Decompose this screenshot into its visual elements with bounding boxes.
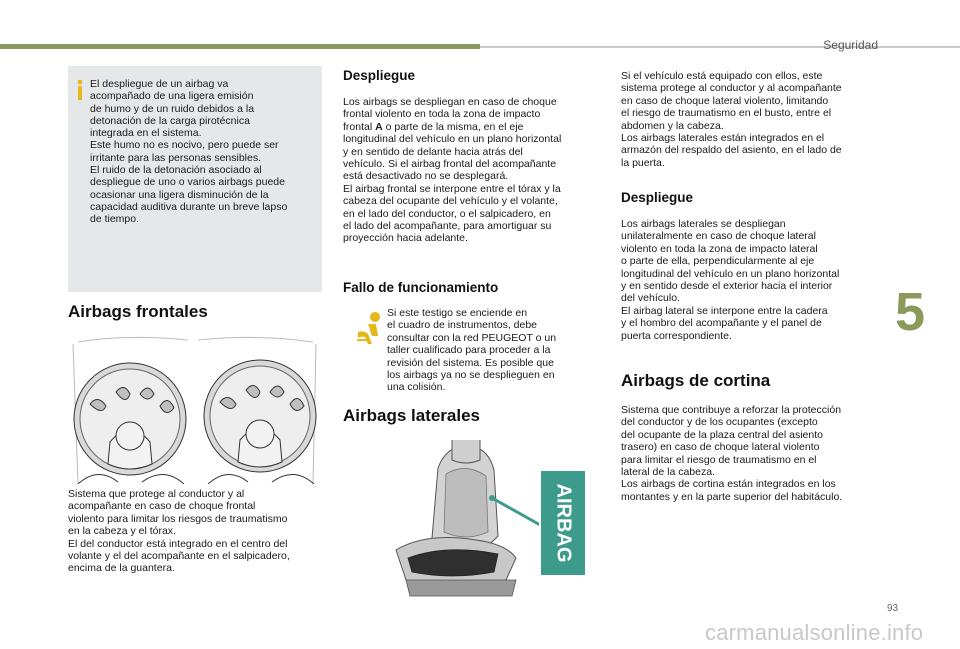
frontal-deployment-title: Despliegue [343,68,416,83]
side-deployment-title: Despliegue [621,190,694,205]
curtain-airbags-title: Airbags de cortina [621,371,771,390]
info-note-text: El despliegue de un airbag va acompañado de una ligera emisión de humo y de un ruido debidos a la detonación de la carga pirotécnica integrada en el sistema. Este humo no es nocivo, pero puede ser irritante para las personas sensibles. El ruido de la detonación asociado al despliegue de uno o varios airbags puede ocasionar una ligera disminución de la capacidad auditiva durante un breve lapso de tiempo. [90,78,288,226]
frontal-airbags-text: Sistema que protege al conductor y al acompañante en caso de choque frontal violento para limitar los riesgos de traumatismo en la cabeza y el tórax. El del conductor está integrado en el centro del volante y el del acompañante en el salpicadero, encima de la guantera. [68,488,290,575]
airbag-label: AIRBAG [552,483,575,563]
frontal-airbags-title: Airbags frontales [68,302,208,321]
side-airbags-title: Airbags laterales [343,406,481,425]
header-rule [480,46,960,48]
frontal-airbag-illustration [68,334,322,484]
header-accent-bar [0,44,480,49]
side-airbags-text: Si el vehículo está equipado con ellos, este sistema protege al conductor y al acompañante en caso de choque lateral violento, limitando el riesgo de traumatismo en el busto, entre el abdomen y la cabeza. Los airbags laterales están integrados en el armazón del respaldo del asiento, en el lado de la puerta. [621,70,842,169]
malfunction-title: Fallo de funcionamiento [343,280,499,295]
malfunction-text: Si este testigo se enciende en el cuadro de instrumentos, debe consultar con la red PEUGEOT o un taller cualificado para proceder a la revisión del sistema. Es posible que los airbags ya no se desplieguen en una colisión. [387,307,557,394]
section-title: Seguridad [823,38,878,52]
side-airbag-seat-illustration [366,440,586,600]
airbag-warning-icon [354,310,386,346]
frontal-deployment-text: Los airbags se despliegan en caso de choque frontal violento en toda la zona de impacto frontal A o parte de la misma, en el eje longitudinal del vehículo en un plano horizontal y en sentido de delante hacia atrás del vehículo. Si el airbag frontal del acompañante está desactivado no se desplegará. El airbag frontal se interpone entre el tórax y la cabeza del ocupante del vehículo y el volante, en el lado del conductor, o el salpicadero, en el lado del acompañante, para amortiguar su proyección hacia adelante. [343,96,562,245]
curtain-airbags-text: Sistema que contribuye a reforzar la protección del conductor y de los ocupantes (excepto del ocupante de la plaza central del asiento trasero) en caso de choque lateral violento para limitar el riesgo de traumatismo en el lateral de la cabeza. Los airbags de cortina están integrados en los montantes y en la parte superior del habitáculo. [621,404,843,503]
side-deployment-text: Los airbags laterales se despliegan unilateralmente en caso de choque lateral violento en toda la zona de impacto lateral o parte de ella, perpendicularmente al eje longitudinal del vehículo en un plano horizontal y en sentido desde el exterior hacia el interior del vehículo. El airbag lateral se interpone entre la cadera y el hombro del acompañante y el panel de puerta correspondiente. [621,218,840,342]
chapter-number: 5 [895,282,926,342]
impact-zone-label: A [375,120,383,133]
watermark: carmanualsonline.info [705,620,924,645]
page-number: 93 [887,603,899,614]
info-icon [78,80,82,100]
